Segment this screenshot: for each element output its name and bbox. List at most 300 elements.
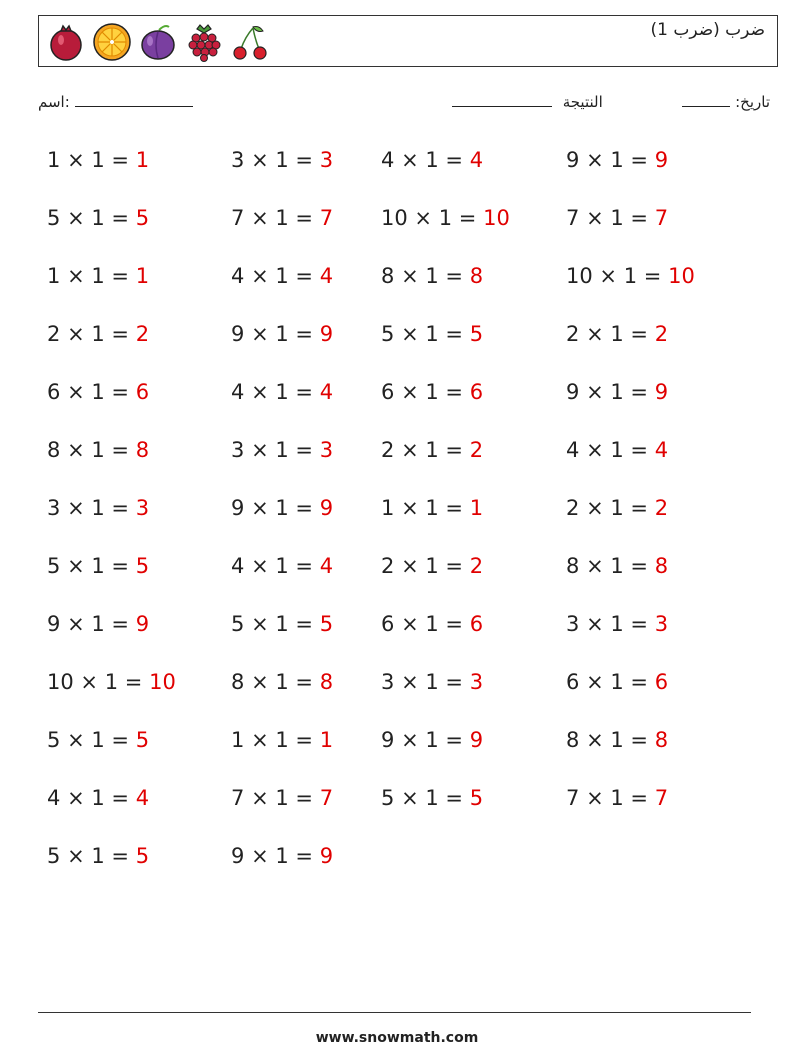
operand-a: 1 <box>231 728 245 752</box>
answer: 1 <box>469 496 484 520</box>
operand-b: 1 <box>91 554 105 578</box>
equals-sign: = <box>111 322 130 346</box>
problem-item <box>47 382 149 403</box>
answer: 7 <box>319 206 334 230</box>
times-sign: × <box>401 322 419 346</box>
equals-sign: = <box>630 670 649 694</box>
answer: 2 <box>469 554 484 578</box>
operand-b: 1 <box>91 786 105 810</box>
operand-a: 2 <box>566 322 580 346</box>
operand-a: 9 <box>47 612 61 636</box>
operand-a: 7 <box>566 786 580 810</box>
operand-a: 10 <box>47 670 74 694</box>
answer: 4 <box>319 554 334 578</box>
problem-item <box>566 208 668 229</box>
equals-sign: = <box>445 322 464 346</box>
equals-sign: = <box>111 148 130 172</box>
problem-item <box>566 788 668 809</box>
answer: 9 <box>135 612 150 636</box>
operand-b: 1 <box>610 554 624 578</box>
operand-a: 9 <box>231 844 245 868</box>
operand-a: 1 <box>47 148 61 172</box>
equals-sign: = <box>111 496 130 520</box>
operand-b: 1 <box>275 148 289 172</box>
operand-b: 1 <box>275 844 289 868</box>
times-sign: × <box>401 612 419 636</box>
operand-a: 8 <box>381 264 395 288</box>
times-sign: × <box>67 496 85 520</box>
times-sign: × <box>67 786 85 810</box>
problem-item <box>47 440 149 461</box>
answer: 2 <box>469 438 484 462</box>
operand-b: 1 <box>275 670 289 694</box>
operand-a: 3 <box>47 496 61 520</box>
operand-a: 7 <box>231 206 245 230</box>
equals-sign: = <box>630 206 649 230</box>
fruit-icons <box>45 20 271 64</box>
problem-item <box>381 556 483 577</box>
times-sign: × <box>251 496 269 520</box>
operand-a: 5 <box>47 206 61 230</box>
times-sign: × <box>586 148 604 172</box>
equals-sign: = <box>630 438 649 462</box>
equals-sign: = <box>295 438 314 462</box>
problem-item <box>231 788 333 809</box>
times-sign: × <box>586 728 604 752</box>
times-sign: × <box>67 612 85 636</box>
operand-b: 1 <box>275 612 289 636</box>
problem-item <box>566 498 668 519</box>
times-sign: × <box>586 496 604 520</box>
equals-sign: = <box>630 612 649 636</box>
operand-a: 5 <box>231 612 245 636</box>
problem-item <box>381 150 483 171</box>
problem-item <box>381 672 483 693</box>
operand-b: 1 <box>275 728 289 752</box>
operand-b: 1 <box>91 380 105 404</box>
answer: 9 <box>319 844 334 868</box>
answer: 9 <box>319 496 334 520</box>
operand-b: 1 <box>91 496 105 520</box>
problem-item <box>381 208 510 229</box>
operand-b: 1 <box>425 264 439 288</box>
operand-b: 1 <box>623 264 638 288</box>
times-sign: × <box>401 670 419 694</box>
problem-item <box>381 788 483 809</box>
operand-b: 1 <box>425 728 439 752</box>
operand-a: 5 <box>381 786 395 810</box>
equals-sign: = <box>295 148 314 172</box>
equals-sign: = <box>445 786 464 810</box>
equals-sign: = <box>445 554 464 578</box>
operand-a: 7 <box>566 206 580 230</box>
answer: 5 <box>135 554 150 578</box>
times-sign: × <box>67 380 85 404</box>
equals-sign: = <box>445 264 464 288</box>
operand-a: 8 <box>566 728 580 752</box>
equals-sign: = <box>630 322 649 346</box>
operand-a: 9 <box>566 148 580 172</box>
operand-b: 1 <box>275 380 289 404</box>
operand-b: 1 <box>91 844 105 868</box>
answer: 9 <box>319 322 334 346</box>
problem-item <box>231 266 333 287</box>
times-sign: × <box>251 670 269 694</box>
answer: 8 <box>654 728 669 752</box>
problem-item <box>381 382 483 403</box>
cherry-icon <box>229 21 271 63</box>
answer: 8 <box>319 670 334 694</box>
operand-a: 6 <box>566 670 580 694</box>
answer: 4 <box>469 148 484 172</box>
problem-item <box>231 730 333 751</box>
problem-item <box>47 788 149 809</box>
times-sign: × <box>586 322 604 346</box>
operand-b: 1 <box>610 496 624 520</box>
equals-sign: = <box>295 786 314 810</box>
operand-a: 3 <box>231 438 245 462</box>
times-sign: × <box>586 670 604 694</box>
footer-divider <box>38 1012 751 1013</box>
operand-b: 1 <box>610 322 624 346</box>
operand-b: 1 <box>91 612 105 636</box>
operand-a: 2 <box>47 322 61 346</box>
answer: 5 <box>135 844 150 868</box>
answer: 9 <box>654 380 669 404</box>
times-sign: × <box>67 554 85 578</box>
problem-item <box>381 266 483 287</box>
times-sign: × <box>251 786 269 810</box>
operand-b: 1 <box>275 496 289 520</box>
times-sign: × <box>586 612 604 636</box>
times-sign: × <box>414 206 433 230</box>
times-sign: × <box>251 264 269 288</box>
problem-item <box>566 440 668 461</box>
equals-sign: = <box>630 380 649 404</box>
operand-b: 1 <box>610 612 624 636</box>
equals-sign: = <box>295 264 314 288</box>
operand-a: 10 <box>566 264 593 288</box>
times-sign: × <box>67 844 85 868</box>
operand-a: 5 <box>381 322 395 346</box>
problem-item <box>47 266 149 287</box>
equals-sign: = <box>445 380 464 404</box>
operand-a: 9 <box>381 728 395 752</box>
times-sign: × <box>586 380 604 404</box>
times-sign: × <box>401 438 419 462</box>
times-sign: × <box>401 496 419 520</box>
name-label: اسم: <box>38 93 70 111</box>
operand-a: 6 <box>47 380 61 404</box>
equals-sign: = <box>630 728 649 752</box>
operand-a: 8 <box>231 670 245 694</box>
answer: 3 <box>319 438 334 462</box>
date-label: تاريخ: <box>735 93 770 111</box>
equals-sign: = <box>630 786 649 810</box>
equals-sign: = <box>445 148 464 172</box>
problem-item <box>47 730 149 751</box>
answer: 5 <box>469 322 484 346</box>
equals-sign: = <box>445 728 464 752</box>
equals-sign: = <box>630 496 649 520</box>
times-sign: × <box>401 786 419 810</box>
equals-sign: = <box>295 612 314 636</box>
operand-a: 5 <box>47 844 61 868</box>
operand-b: 1 <box>425 322 439 346</box>
times-sign: × <box>67 206 85 230</box>
answer: 3 <box>654 612 669 636</box>
problem-item <box>47 498 149 519</box>
operand-b: 1 <box>275 206 289 230</box>
raspberry-icon <box>183 21 225 63</box>
times-sign: × <box>67 148 85 172</box>
operand-b: 1 <box>425 554 439 578</box>
answer: 10 <box>149 670 176 694</box>
problem-item <box>231 672 333 693</box>
operand-a: 4 <box>231 380 245 404</box>
operand-a: 9 <box>231 322 245 346</box>
answer: 8 <box>654 554 669 578</box>
operand-b: 1 <box>91 438 105 462</box>
equals-sign: = <box>111 612 130 636</box>
operand-b: 1 <box>610 206 624 230</box>
problem-item <box>566 266 695 287</box>
answer: 3 <box>135 496 150 520</box>
operand-a: 6 <box>381 612 395 636</box>
times-sign: × <box>251 206 269 230</box>
operand-b: 1 <box>610 380 624 404</box>
date-blank[interactable] <box>682 92 730 107</box>
times-sign: × <box>586 554 604 578</box>
operand-a: 2 <box>381 554 395 578</box>
operand-a: 1 <box>47 264 61 288</box>
equals-sign: = <box>124 670 143 694</box>
operand-a: 4 <box>381 148 395 172</box>
answer: 5 <box>135 206 150 230</box>
equals-sign: = <box>111 554 130 578</box>
times-sign: × <box>67 264 85 288</box>
times-sign: × <box>401 728 419 752</box>
equals-sign: = <box>111 844 130 868</box>
problem-item <box>381 324 483 345</box>
operand-a: 4 <box>47 786 61 810</box>
answer: 7 <box>654 206 669 230</box>
times-sign: × <box>251 438 269 462</box>
equals-sign: = <box>295 728 314 752</box>
problem-item <box>47 208 149 229</box>
problem-item <box>566 730 668 751</box>
times-sign: × <box>401 380 419 404</box>
orange-slice-icon <box>91 21 133 63</box>
times-sign: × <box>67 728 85 752</box>
times-sign: × <box>251 380 269 404</box>
answer: 4 <box>319 380 334 404</box>
answer: 1 <box>319 728 334 752</box>
operand-a: 1 <box>381 496 395 520</box>
operand-a: 9 <box>566 380 580 404</box>
problem-item <box>566 382 668 403</box>
answer: 5 <box>469 786 484 810</box>
answer: 10 <box>668 264 695 288</box>
operand-a: 4 <box>231 264 245 288</box>
equals-sign: = <box>445 438 464 462</box>
problem-item <box>381 498 483 519</box>
problem-item <box>566 150 668 171</box>
answer: 9 <box>654 148 669 172</box>
operand-b: 1 <box>438 206 453 230</box>
equals-sign: = <box>295 206 314 230</box>
times-sign: × <box>251 554 269 578</box>
operand-b: 1 <box>275 786 289 810</box>
operand-b: 1 <box>610 148 624 172</box>
score-blank[interactable] <box>452 92 552 107</box>
operand-a: 7 <box>231 786 245 810</box>
operand-a: 4 <box>231 554 245 578</box>
problem-item <box>231 382 333 403</box>
answer: 2 <box>654 322 669 346</box>
operand-a: 10 <box>381 206 408 230</box>
times-sign: × <box>251 148 269 172</box>
footer-url[interactable]: www.snowmath.com <box>315 1030 479 1046</box>
equals-sign: = <box>643 264 662 288</box>
operand-b: 1 <box>91 148 105 172</box>
answer: 3 <box>469 670 484 694</box>
answer: 9 <box>469 728 484 752</box>
answer: 4 <box>319 264 334 288</box>
problem-item <box>47 614 149 635</box>
operand-b: 1 <box>91 264 105 288</box>
operand-b: 1 <box>425 380 439 404</box>
equals-sign: = <box>295 380 314 404</box>
equals-sign: = <box>111 728 130 752</box>
problem-item <box>231 440 333 461</box>
operand-a: 3 <box>381 670 395 694</box>
times-sign: × <box>67 438 85 462</box>
worksheet-title: ضرب (ضرب 1) <box>650 20 765 40</box>
equals-sign: = <box>111 786 130 810</box>
operand-b: 1 <box>425 670 439 694</box>
operand-b: 1 <box>104 670 119 694</box>
operand-a: 6 <box>381 380 395 404</box>
equals-sign: = <box>458 206 477 230</box>
problem-item <box>231 208 333 229</box>
equals-sign: = <box>445 496 464 520</box>
pomegranate-icon <box>45 21 87 63</box>
answer: 1 <box>135 148 150 172</box>
answer: 1 <box>135 264 150 288</box>
times-sign: × <box>80 670 99 694</box>
operand-b: 1 <box>425 786 439 810</box>
answer: 3 <box>319 148 334 172</box>
operand-a: 3 <box>231 148 245 172</box>
equals-sign: = <box>111 438 130 462</box>
operand-b: 1 <box>275 438 289 462</box>
times-sign: × <box>401 554 419 578</box>
times-sign: × <box>251 844 269 868</box>
operand-b: 1 <box>425 496 439 520</box>
times-sign: × <box>401 148 419 172</box>
operand-a: 9 <box>231 496 245 520</box>
name-field[interactable] <box>38 92 193 111</box>
problem-item <box>566 614 668 635</box>
answer: 5 <box>135 728 150 752</box>
equals-sign: = <box>630 148 649 172</box>
name-blank[interactable] <box>75 92 193 107</box>
equals-sign: = <box>445 612 464 636</box>
operand-b: 1 <box>610 728 624 752</box>
problem-item <box>381 440 483 461</box>
operand-b: 1 <box>275 554 289 578</box>
answer: 8 <box>469 264 484 288</box>
operand-a: 2 <box>566 496 580 520</box>
problem-item <box>381 730 483 751</box>
date-score-fields <box>452 92 770 111</box>
times-sign: × <box>586 206 604 230</box>
answer: 8 <box>135 438 150 462</box>
operand-a: 4 <box>566 438 580 462</box>
problem-item <box>47 846 149 867</box>
equals-sign: = <box>111 206 130 230</box>
equals-sign: = <box>111 264 130 288</box>
problem-item <box>231 556 333 577</box>
problem-item <box>566 556 668 577</box>
answer: 7 <box>319 786 334 810</box>
operand-a: 3 <box>566 612 580 636</box>
equals-sign: = <box>295 322 314 346</box>
equals-sign: = <box>630 554 649 578</box>
score-label: النتيجة <box>562 93 603 111</box>
times-sign: × <box>401 264 419 288</box>
equals-sign: = <box>445 670 464 694</box>
times-sign: × <box>599 264 618 288</box>
times-sign: × <box>586 438 604 462</box>
equals-sign: = <box>111 380 130 404</box>
operand-b: 1 <box>425 438 439 462</box>
equals-sign: = <box>295 496 314 520</box>
problem-item <box>231 324 333 345</box>
worksheet-header <box>38 15 778 67</box>
operand-b: 1 <box>275 322 289 346</box>
equals-sign: = <box>295 670 314 694</box>
times-sign: × <box>251 322 269 346</box>
answer: 6 <box>135 380 150 404</box>
problem-item <box>381 614 483 635</box>
operand-b: 1 <box>91 206 105 230</box>
problem-item <box>231 150 333 171</box>
problem-item <box>231 498 333 519</box>
times-sign: × <box>251 612 269 636</box>
problem-item <box>47 150 149 171</box>
operand-b: 1 <box>425 612 439 636</box>
operand-b: 1 <box>425 148 439 172</box>
problem-item <box>566 672 668 693</box>
operand-a: 5 <box>47 728 61 752</box>
problem-item <box>231 846 333 867</box>
answer: 7 <box>654 786 669 810</box>
problem-item <box>47 324 149 345</box>
operand-a: 8 <box>566 554 580 578</box>
times-sign: × <box>251 728 269 752</box>
answer: 2 <box>135 322 150 346</box>
operand-b: 1 <box>275 264 289 288</box>
operand-b: 1 <box>610 786 624 810</box>
times-sign: × <box>67 322 85 346</box>
times-sign: × <box>586 786 604 810</box>
operand-a: 8 <box>47 438 61 462</box>
problem-item <box>47 556 149 577</box>
answer: 6 <box>469 380 484 404</box>
operand-a: 5 <box>47 554 61 578</box>
